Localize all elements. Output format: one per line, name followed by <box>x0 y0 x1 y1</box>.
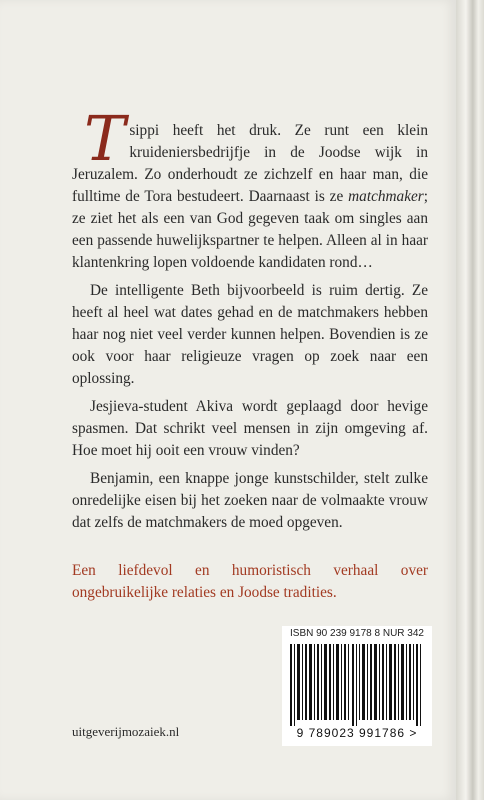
barcode-icon <box>290 644 424 726</box>
paragraph-1-italic: matchmaker <box>348 188 424 205</box>
paragraph-1-end: ; ze ziet het als een van God gegeven taak om singles aan een passende huwelijkspartner te helpen. Alleen al in haar klantenkring lopen voldoende kandidaten rond… <box>72 188 428 271</box>
page-edge <box>456 0 484 800</box>
barcode-digits: 9 789023 991786 > <box>296 726 418 740</box>
isbn-text: ISBN 90 239 9178 8 NUR 342 <box>290 628 424 639</box>
paragraph-4: Benjamin, een knappe jonge kunstschilder, stelt zulke onredelijke eisen bij het zoeken naar de volmaakte vrouw dat zelfs de matchmakers de moed opgeven. <box>72 470 428 531</box>
barcode-box <box>282 626 432 746</box>
publisher-url: uitgeverijmozaiek.nl <box>72 724 180 739</box>
paragraph-1-start: sippi heeft het druk. Ze runt een klein kruideniersbedrijfje in de Joodse wijk in Jeruzalem. Zo onderhoudt ze zichzelf en haar man, die fulltime de Tora bestudeert. Daarnaast is ze <box>72 122 428 205</box>
blurb <box>72 102 428 540</box>
tagline: Een liefdevol en humoristisch verhaal over ongebruikelijke relaties en Joodse tradities. <box>72 562 428 601</box>
dropcap: T <box>84 102 126 175</box>
paragraph-2: De intelligente Beth bijvoorbeeld is ruim dertig. Ze heeft al heel wat dates gehad en de matchmakers hebben haar nog niet veel verder kunnen helpen. Bovendien is ze ook voor haar religieuze vragen op zoek naar een oplossing. <box>72 282 428 387</box>
paragraph-3: Jesjieva-student Akiva wordt geplaagd door hevige spasmen. Dat schrikt veel mensen in zijn omgeving af. Hoe moet hij ooit een vrouw vinden? <box>72 398 428 459</box>
paragraph-1 <box>72 102 428 274</box>
